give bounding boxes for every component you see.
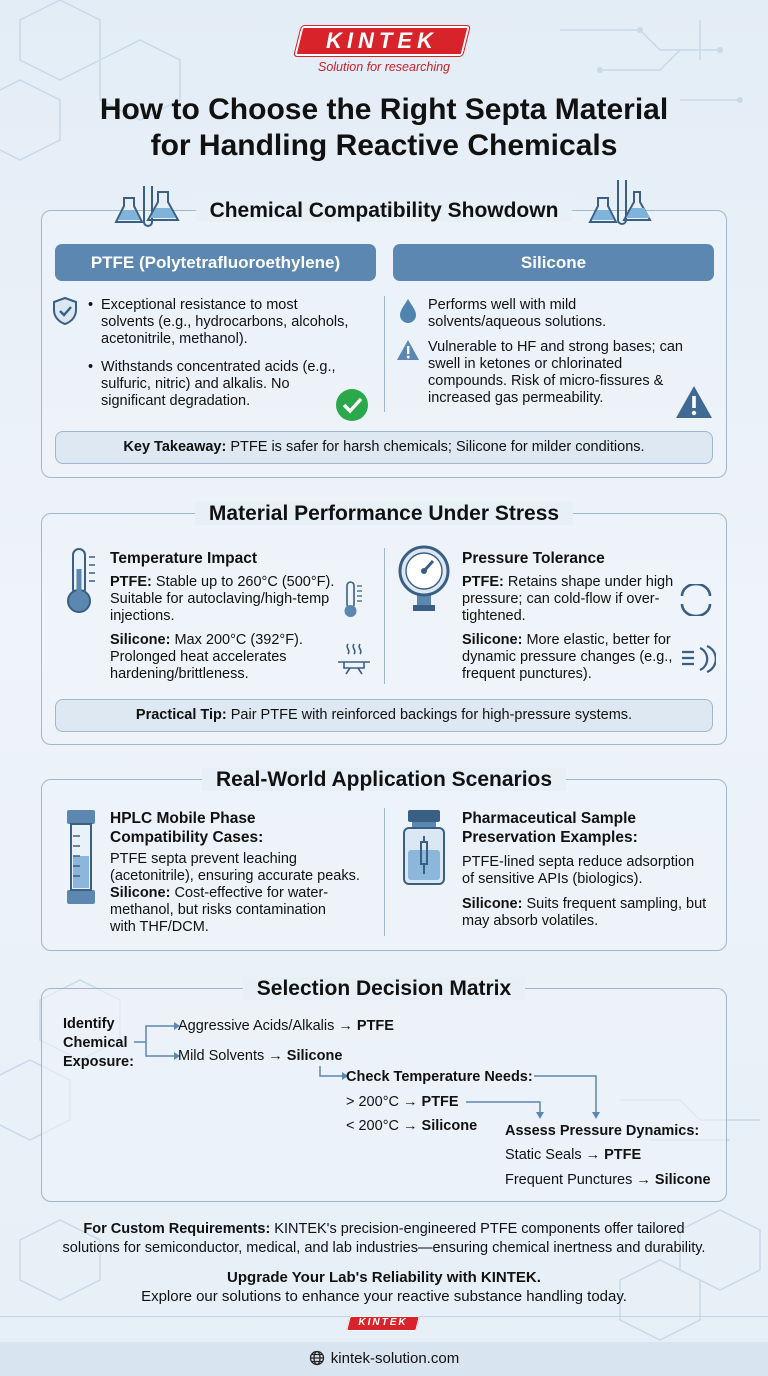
silicone-point-2: Vulnerable to HF and strong bases; can swell in ketones or chlorinated compounds. Risk of micro-fissures & increased gas permeability.	[428, 339, 683, 406]
cta-title: Upgrade Your Lab's Reliability with KINTEK.	[227, 1269, 541, 1286]
silicone-point-1: Performs well with mild solvents/aqueous solutions.	[428, 297, 607, 330]
low-temp-row: < 200°C → Silicone	[346, 1118, 478, 1134]
mild-row: Mild Solvents → Silicone	[178, 1048, 343, 1064]
thermometer-icon	[62, 545, 102, 617]
vial-syringe-icon	[400, 808, 448, 886]
matrix-heading: Selection Decision Matrix	[0, 977, 768, 1001]
title-line-2: for Handling Reactive Chemicals	[150, 129, 618, 162]
warning-icon	[395, 338, 421, 362]
stress-heading: Material Performance Under Stress	[0, 502, 768, 526]
footer-logo-text: KINTEK	[358, 1317, 408, 1328]
frequent-punctures-row: Frequent Punctures → Silicone	[505, 1172, 711, 1188]
ptfe-point-2: Withstands concentrated acids (e.g., sulfuric, nitric) and alkalis. No significant degradation.	[101, 359, 336, 409]
hplc-title: HPLC Mobile Phase Compatibility Cases:	[110, 810, 264, 846]
pressure-ptfe-text: PTFE: Retains shape under high pressure; can cold-flow if over- tightened.	[462, 574, 674, 624]
pressure-gauge-icon	[397, 545, 451, 615]
logo-text: KINTEK	[326, 28, 438, 53]
hplc-column-icon	[64, 808, 98, 906]
key-takeaway-bar: Key Takeaway: PTFE is safer for harsh chemicals; Silicone for milder conditions.	[55, 431, 713, 464]
high-temp-row: > 200°C → PTFE	[346, 1094, 459, 1110]
website-text: kintek-solution.com	[330, 1350, 460, 1367]
ptfe-point-1: Exceptional resistance to most solvents (e.g., hydrocarbons, alcohols, acetonitrile, methanol).	[101, 297, 349, 347]
shield-check-icon	[52, 296, 78, 326]
footer-logo[interactable]	[348, 1316, 420, 1331]
checkmark-icon	[334, 387, 370, 423]
kintek-logo[interactable]	[298, 26, 470, 76]
assess-pressure-heading: Assess Pressure Dynamics:	[505, 1123, 700, 1139]
scenarios-divider	[384, 808, 385, 936]
globe-icon	[309, 1350, 325, 1366]
warning-large-icon	[674, 384, 714, 420]
title-line-1: How to Choose the Right Septa Material	[99, 93, 669, 126]
heat-plate-icon	[336, 642, 372, 676]
stress-divider	[384, 548, 385, 684]
pharma-text-2: Silicone: Suits frequent sampling, but may absorb volatiles.	[462, 896, 707, 929]
logo-tagline: Solution for researching	[317, 60, 451, 74]
hplc-text: PTFE septa prevent leaching (acetonitrile), ensuring accurate peaks. Silicone: Cost-effective for water- methanol, but risks contamination with THF/DCM.	[110, 851, 360, 935]
website-link[interactable]	[0, 1350, 768, 1367]
temp-silicone-text: Silicone: Max 200°C (392°F). Prolonged heat accelerates hardening/brittleness.	[110, 632, 303, 682]
page-title	[0, 92, 768, 164]
temperature-impact-title: Temperature Impact	[110, 550, 258, 567]
identify-exposure-label: Identify Chemical Exposure:	[63, 1016, 134, 1070]
small-thermometer-icon	[342, 580, 364, 620]
cta-block	[0, 1268, 768, 1306]
pressure-tolerance-title: Pressure Tolerance	[462, 550, 605, 567]
branch-arrows	[130, 1010, 180, 1070]
flask-icon-right	[588, 178, 654, 230]
acids-row: Aggressive Acids/Alkalis → PTFE	[178, 1018, 394, 1034]
flask-icon-left	[114, 178, 180, 230]
pharma-title: Pharmaceutical Sample Preservation Examples:	[462, 810, 638, 846]
water-drop-icon	[397, 297, 419, 323]
ptfe-column-header: PTFE (Polytetrafluoroethylene)	[55, 244, 376, 281]
scenarios-heading: Real-World Application Scenarios	[0, 768, 768, 792]
custom-requirements-text: For Custom Requirements: KINTEK's precision-engineered PTFE components offer tailored solutions for semiconductor, medical, and lab industries—ensuring chemical inertness and durability.	[62, 1221, 706, 1256]
compatibility-heading: Chemical Compatibility Showdown	[0, 199, 768, 223]
pressure-silicone-text: Silicone: More elastic, better for dynamic pressure changes (e.g., frequent punctures).	[462, 632, 673, 682]
temp-ptfe-text: PTFE: Stable up to 260°C (500°F). Suitable for autoclaving/high-temp injections.	[110, 574, 335, 624]
silicone-column-header: Silicone	[393, 244, 714, 281]
column-divider	[384, 296, 385, 412]
pharma-text-1: PTFE-lined septa reduce adsorption of sensitive APIs (biologics).	[462, 854, 695, 887]
check-temperature-heading: Check Temperature Needs:	[346, 1069, 533, 1085]
compression-icon	[678, 584, 714, 616]
cta-text: Explore our solutions to enhance your reactive substance handling today.	[141, 1288, 627, 1305]
practical-tip-bar: Practical Tip: Pair PTFE with reinforced backings for high-pressure systems.	[55, 699, 713, 732]
static-seals-row: Static Seals → PTFE	[505, 1147, 642, 1163]
vibration-icon	[680, 644, 716, 674]
